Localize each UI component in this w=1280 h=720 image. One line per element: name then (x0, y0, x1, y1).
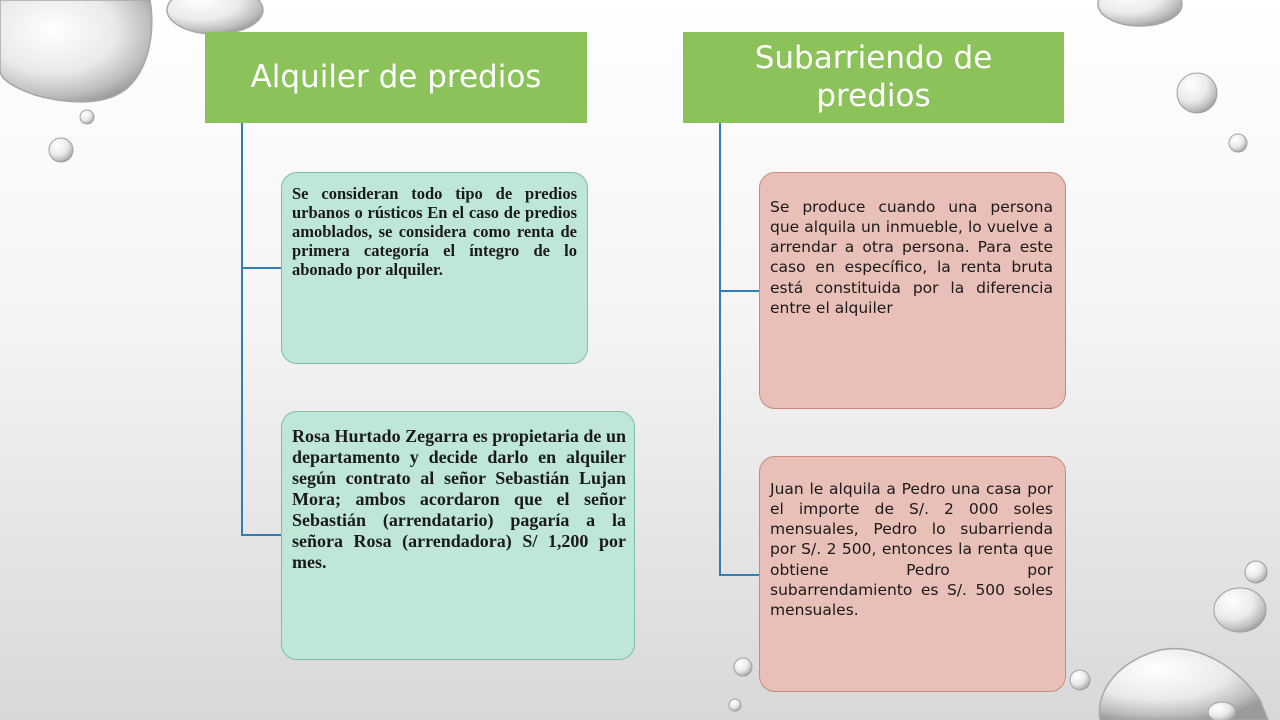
left-connector-vertical (241, 123, 243, 535)
alquiler-example-box (281, 411, 635, 660)
drop-bottom-4 (1208, 702, 1236, 720)
drop-bottom-1 (1070, 670, 1090, 690)
drop-right-4 (1214, 588, 1266, 632)
box-text: Rosa Hurtado Zegarra es propietaria de un departamento y decide darlo en alquiler según contrato al señor Sebastián Lujan Mora; ambos acordaron que el señor Sebastián (arrendatario) pagaría a la señora Rosa (arrendadora) S/ 1,200 por mes. (292, 426, 626, 573)
header-alquiler-de-predios (205, 32, 587, 123)
left-connector-branch-2 (241, 534, 281, 536)
alquiler-definition-box (281, 172, 588, 364)
box-text: Se produce cuando una persona que alquila un inmueble, lo vuelve a arrendar a otra persona. Para este caso en específico, la renta bruta está constituida por la diferencia entre el alquiler (770, 198, 1053, 317)
header-label: Subarriendo de predios (754, 40, 993, 114)
drop-small-2 (49, 138, 73, 162)
drop-top-center (167, 0, 263, 34)
right-connector-branch-2 (719, 574, 759, 576)
drop-top-right (1098, 0, 1182, 26)
drop-bottom-3 (729, 699, 741, 711)
drop-right-1 (1177, 73, 1217, 113)
subarriendo-example-box (759, 456, 1066, 692)
header-subarriendo-de-predios (683, 32, 1064, 123)
drop-right-2 (1229, 134, 1247, 152)
drop-bottom-right-large (1099, 649, 1268, 720)
drop-bottom-2 (734, 658, 752, 676)
drop-right-3 (1245, 561, 1267, 583)
drop-top-left-large (0, 0, 152, 102)
box-text: Juan le alquila a Pedro una casa por el importe de S/. 2 000 soles mensuales, Pedro lo subarrienda por S/. 2 500, entonces la renta que obtiene Pedro por subarrendamiento es S/. 500 soles mensuales. (770, 480, 1053, 619)
header-label: Alquiler de predios (250, 58, 542, 95)
right-connector-branch-1 (719, 290, 759, 292)
box-text: Se consideran todo tipo de predios urbanos o rústicos En el caso de predios amoblados, se considera como renta de primera categoría el íntegro de lo abonado por alquiler. (292, 184, 577, 279)
left-connector-branch-1 (241, 267, 281, 269)
subarriendo-definition-box (759, 172, 1066, 409)
right-connector-vertical (719, 123, 721, 575)
drop-small-1 (80, 110, 94, 124)
